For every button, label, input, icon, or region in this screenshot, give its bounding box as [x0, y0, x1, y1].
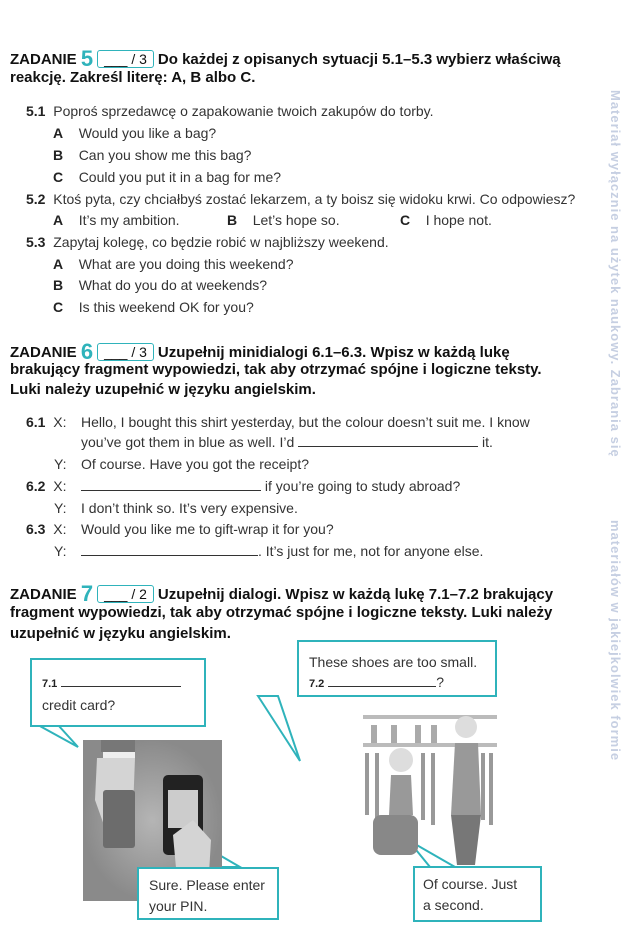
credit-card-icon	[103, 790, 135, 848]
line	[81, 434, 493, 450]
option[interactable]	[53, 147, 251, 163]
line: Hello, I bought this shirt yesterday, but the colour doesn’t suit me. I know	[81, 414, 530, 430]
speaker: Y:	[54, 500, 67, 516]
item-5-3	[26, 234, 389, 250]
option[interactable]	[53, 277, 267, 293]
text: it.	[482, 434, 493, 450]
speech-bubble-reply-7-1	[137, 867, 279, 920]
text: . It’s just for me, not for anyone else.	[258, 543, 484, 559]
text: Is this weekend OK for you?	[78, 299, 254, 315]
line: Would you like me to gift-wrap it for you?	[81, 521, 334, 537]
text: C	[400, 212, 411, 228]
task-label: ZADANIE	[10, 51, 77, 68]
watermark: materiałów w jakiejkolwiek formie	[608, 520, 623, 762]
speech-bubble-7-1	[30, 658, 206, 727]
text: Let’s hope so.	[252, 212, 340, 228]
watermark: Materiał wyłącznie na użytek naukowy. Zabrania się	[608, 90, 623, 458]
text: What do you do at weekends?	[78, 277, 268, 293]
text: These shoes are too small.	[309, 654, 478, 670]
text: if you’re going to study abroad?	[264, 478, 461, 494]
line	[81, 478, 460, 494]
speaker: Y:	[54, 456, 67, 472]
line: Of course. Have you got the receipt?	[81, 456, 310, 472]
text: I hope not.	[425, 212, 492, 228]
instruction: brakujący fragment wypowiedzi, tak aby otrzymać spójne i logiczne teksty.	[10, 361, 542, 378]
text: X:	[53, 478, 67, 494]
option[interactable]	[227, 212, 340, 228]
answer-gap[interactable]	[298, 434, 478, 447]
text: 6.3	[26, 521, 46, 537]
text: Can you show me this bag?	[78, 147, 252, 163]
answer-gap[interactable]	[61, 674, 181, 687]
option[interactable]	[53, 256, 294, 272]
text: Uzupełnij minidialogi 6.1–6.3. Wpisz w każdą lukę	[157, 344, 510, 361]
text: A	[53, 212, 64, 228]
option[interactable]	[53, 125, 216, 141]
answer-gap[interactable]	[81, 478, 261, 491]
text: A	[53, 125, 64, 141]
text: Ktoś pyta, czy chciałbyś zostać lekarzem, a ty boisz się widoku krwi. Co odpowiesz?	[53, 191, 576, 207]
text: Of course. Just	[423, 876, 518, 892]
dialogue-6-2	[26, 478, 66, 494]
option[interactable]	[53, 299, 254, 315]
instruction: reakcję. Zakreśl literę: A, B albo C.	[10, 69, 256, 86]
text: credit card?	[42, 697, 116, 713]
shop-assistant-icon	[455, 716, 477, 738]
text: 7.2	[309, 678, 325, 690]
seat-icon	[373, 815, 418, 855]
instruction: Luki należy uzupełnić w języku angielskim.	[10, 381, 316, 398]
text: 7.1	[42, 678, 58, 690]
instruction: uzupełnić w języku angielskim.	[10, 625, 231, 642]
speech-bubble-reply-7-2	[413, 866, 542, 922]
item-5-2	[26, 191, 575, 207]
speaker: Y:	[54, 543, 67, 559]
text: Would you like a bag?	[78, 125, 217, 141]
option[interactable]	[400, 212, 492, 228]
text: It’s my ambition.	[78, 212, 180, 228]
option[interactable]	[53, 169, 281, 185]
text: X:	[53, 521, 67, 537]
text: X:	[53, 414, 67, 430]
text: 5.2	[26, 191, 46, 207]
text: 5.3	[26, 234, 46, 250]
answer-gap[interactable]	[81, 543, 258, 556]
speech-bubble-7-2	[297, 640, 497, 697]
text: 5.1	[26, 103, 46, 119]
task-number: 5	[80, 46, 94, 71]
text: B	[53, 277, 64, 293]
instruction: Do każdej z opisanych sytuacji 5.1–5.3 wybierz właściwą	[157, 51, 561, 68]
item-5-1	[26, 103, 434, 119]
text: B	[53, 147, 64, 163]
text: 6.2	[26, 478, 46, 494]
text: A	[53, 256, 64, 272]
customer-icon	[389, 748, 413, 772]
option[interactable]	[53, 212, 180, 228]
text: C	[53, 169, 64, 185]
text: you’ve got them in blue as well. I’d	[81, 434, 295, 450]
line	[81, 543, 483, 559]
text: a second.	[423, 897, 484, 913]
text: 6.1	[26, 414, 46, 430]
line: I don’t think so. It’s very expensive.	[81, 500, 298, 516]
text: Uzupełnij dialogi. Wpisz w każdą lukę 7.1–7.2 brakujący	[157, 586, 554, 603]
text: ZADANIE	[10, 586, 77, 603]
text: What are you doing this weekend?	[78, 256, 294, 272]
score-box: ___ / 3	[97, 50, 154, 68]
text: ZADANIE	[10, 344, 77, 361]
text: Zapytaj kolegę, co będzie robić w najbliższy weekend.	[53, 234, 389, 250]
score-box: ___ / 2	[97, 585, 154, 603]
text: Sure. Please enter	[149, 877, 265, 893]
dialogue-6-1	[26, 414, 66, 430]
dialogue-6-3	[26, 521, 66, 537]
instruction: fragment wypowiedzi, tak aby otrzymać spójne i logiczne teksty. Luki należy	[10, 604, 553, 621]
text: Poproś sprzedawcę o zapakowanie twoich zakupów do torby.	[53, 103, 434, 119]
answer-gap[interactable]	[328, 674, 436, 687]
text: B	[227, 212, 238, 228]
text: ?	[436, 674, 444, 690]
text: 6	[80, 339, 94, 364]
score-box: ___ / 3	[97, 343, 154, 361]
text: Could you put it in a bag for me?	[78, 169, 282, 185]
text: your PIN.	[149, 898, 208, 914]
text: 7	[80, 581, 94, 606]
text: C	[53, 299, 64, 315]
